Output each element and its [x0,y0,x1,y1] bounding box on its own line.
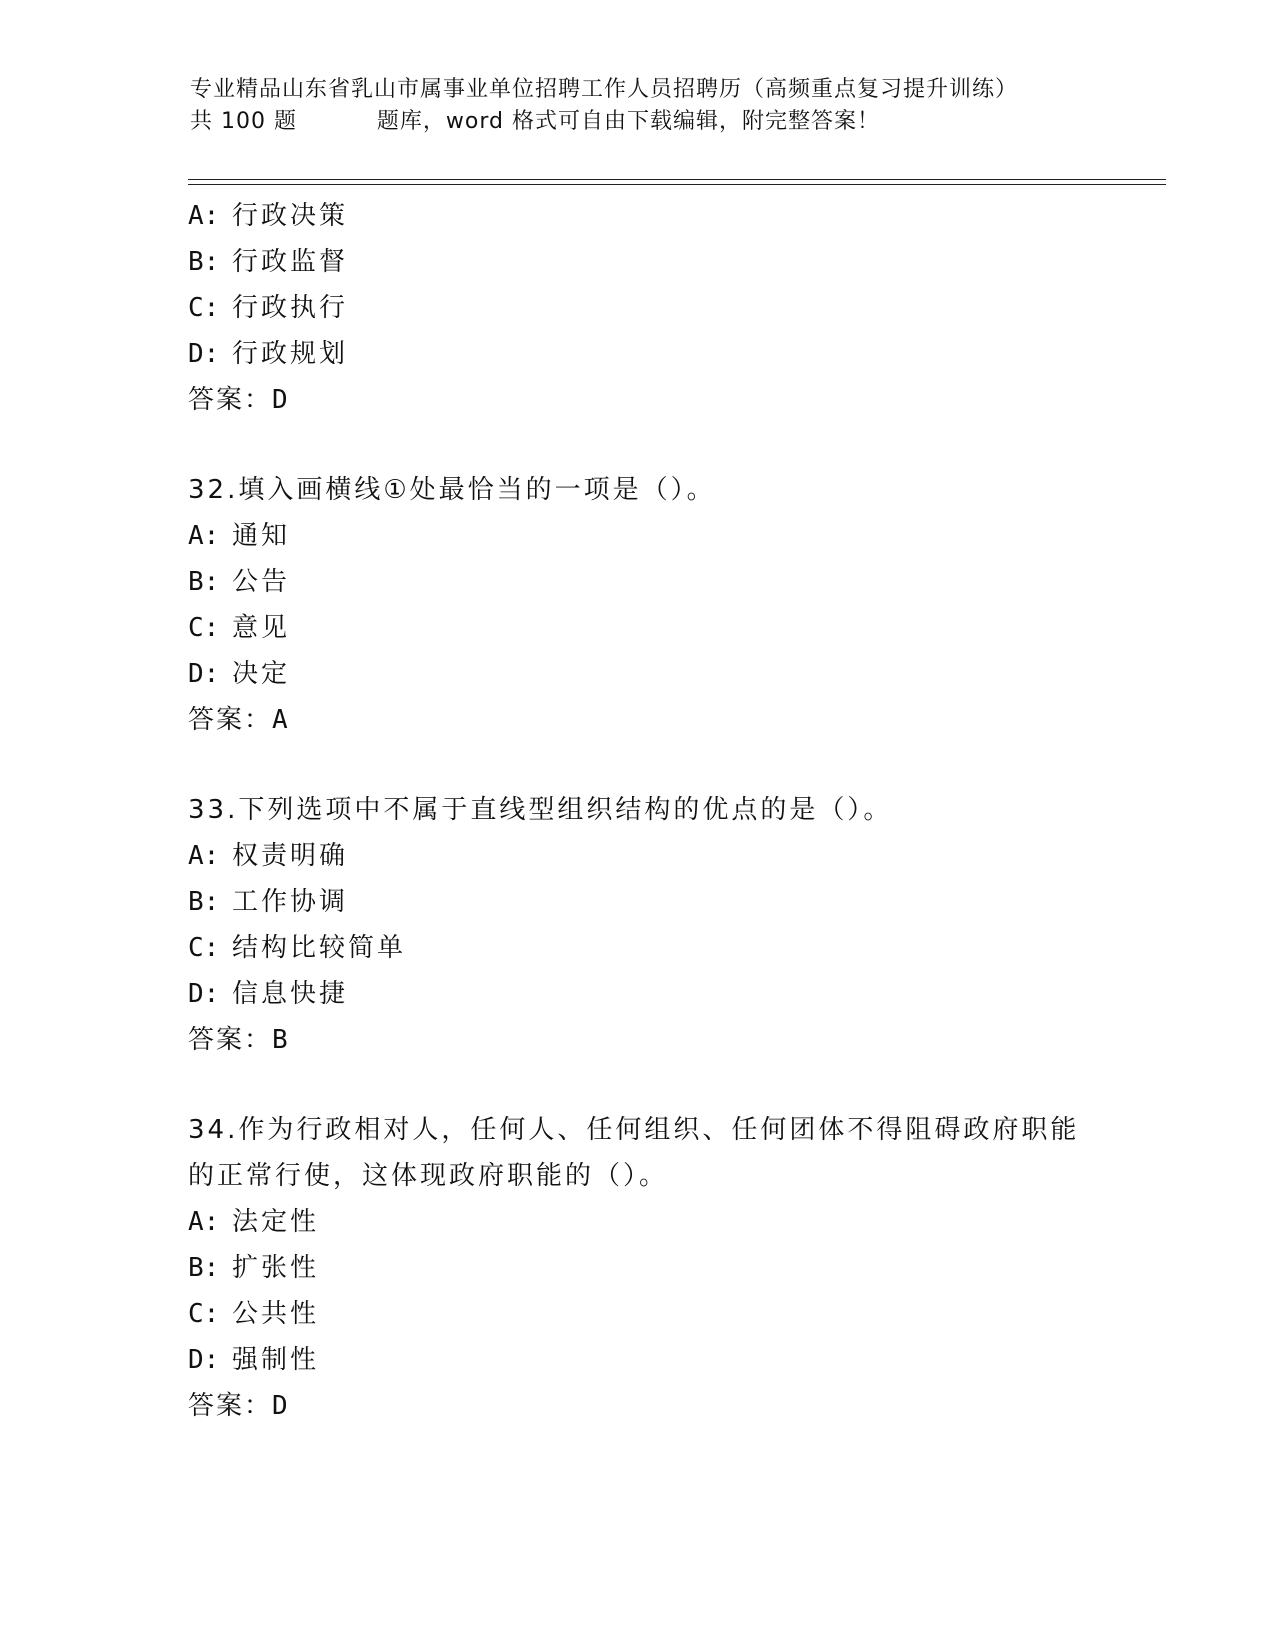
option-text: 强制性 [232,1345,320,1375]
option-text: 结构比较简单 [232,933,407,963]
option-key: D: [188,1345,220,1375]
option-key: D: [188,979,220,1009]
question-list [188,193,1088,1429]
question-stem-line-1: 作为行政相对人，任何人、任何组织、任何团体不得阻碍政府职能 [238,1115,1080,1145]
option-key: A: [188,521,220,551]
question-32 [188,467,1088,743]
option-text: 权责明确 [232,841,349,871]
option-key: D: [188,339,220,369]
option-b [188,559,1088,605]
question-34 [188,1107,1088,1429]
option-text: 行政规划 [232,339,349,369]
answer-label: 答案： [188,1391,273,1421]
option-text: 公告 [232,567,291,597]
header-description: 题库，word 格式可自由下载编辑，附完整答案！ [376,109,880,134]
answer-line [188,1017,1088,1063]
option-key: B: [188,1253,220,1283]
option-d [188,971,1088,1017]
header-divider-top [188,179,1166,180]
question-stem-line-2: 的正常行使，这体现政府职能的（）。 [188,1161,669,1191]
header-subtitle-line [190,106,1090,138]
header-title-line: 专业精品山东省乳山市属事业单位招聘工作人员招聘历（高频重点复习提升训练） [190,77,1019,102]
option-key: C: [188,1299,220,1329]
option-key: C: [188,613,220,643]
question-31-continued [188,193,1088,423]
answer-value: B [272,1025,290,1055]
option-text: 意见 [232,613,291,643]
question-text [188,787,1088,833]
question-count: 共 100 题 [190,109,297,134]
answer-value: A [272,705,290,735]
option-text: 公共性 [232,1299,320,1329]
spacer [188,423,1088,467]
answer-label: 答案： [188,1025,273,1055]
option-text: 扩张性 [232,1253,320,1283]
question-stem: 下列选项中不属于直线型组织结构的优点的是（）。 [238,795,893,825]
question-33 [188,787,1088,1063]
question-number: 32. [188,475,239,505]
option-c [188,1291,1088,1337]
option-text: 行政决策 [232,201,349,231]
option-key: A: [188,841,220,871]
option-d [188,1337,1088,1383]
option-b [188,879,1088,925]
option-key: B: [188,247,220,277]
option-c [188,285,1088,331]
option-b [188,239,1088,285]
option-text: 通知 [232,521,291,551]
document-header [190,74,1090,138]
option-d [188,331,1088,377]
option-b [188,1245,1088,1291]
option-key: C: [188,293,220,323]
spacer [188,1063,1088,1107]
option-key: C: [188,933,220,963]
option-text: 信息快捷 [232,979,349,1009]
option-text: 决定 [232,659,291,689]
header-divider-bottom [188,184,1166,185]
option-d [188,651,1088,697]
answer-line [188,697,1088,743]
option-a [188,193,1088,239]
answer-value: D [272,1391,290,1421]
option-key: A: [188,1207,220,1237]
question-number: 33. [188,795,239,825]
question-text [188,467,1088,513]
option-key: B: [188,567,220,597]
spacer [188,743,1088,787]
option-text: 工作协调 [232,887,349,917]
option-text: 法定性 [232,1207,320,1237]
option-text: 行政执行 [232,293,349,323]
option-a [188,833,1088,879]
option-a [188,513,1088,559]
option-c [188,925,1088,971]
answer-label: 答案： [188,385,273,415]
answer-line [188,1383,1088,1429]
question-number: 34. [188,1115,239,1145]
question-text [188,1107,1088,1153]
answer-value: D [272,385,290,415]
option-key: A: [188,201,220,231]
option-key: B: [188,887,220,917]
answer-line [188,377,1088,423]
answer-label: 答案： [188,705,273,735]
option-a [188,1199,1088,1245]
question-stem: 填入画横线①处最恰当的一项是（）。 [238,475,716,505]
option-c [188,605,1088,651]
option-text: 行政监督 [232,247,349,277]
option-key: D: [188,659,220,689]
